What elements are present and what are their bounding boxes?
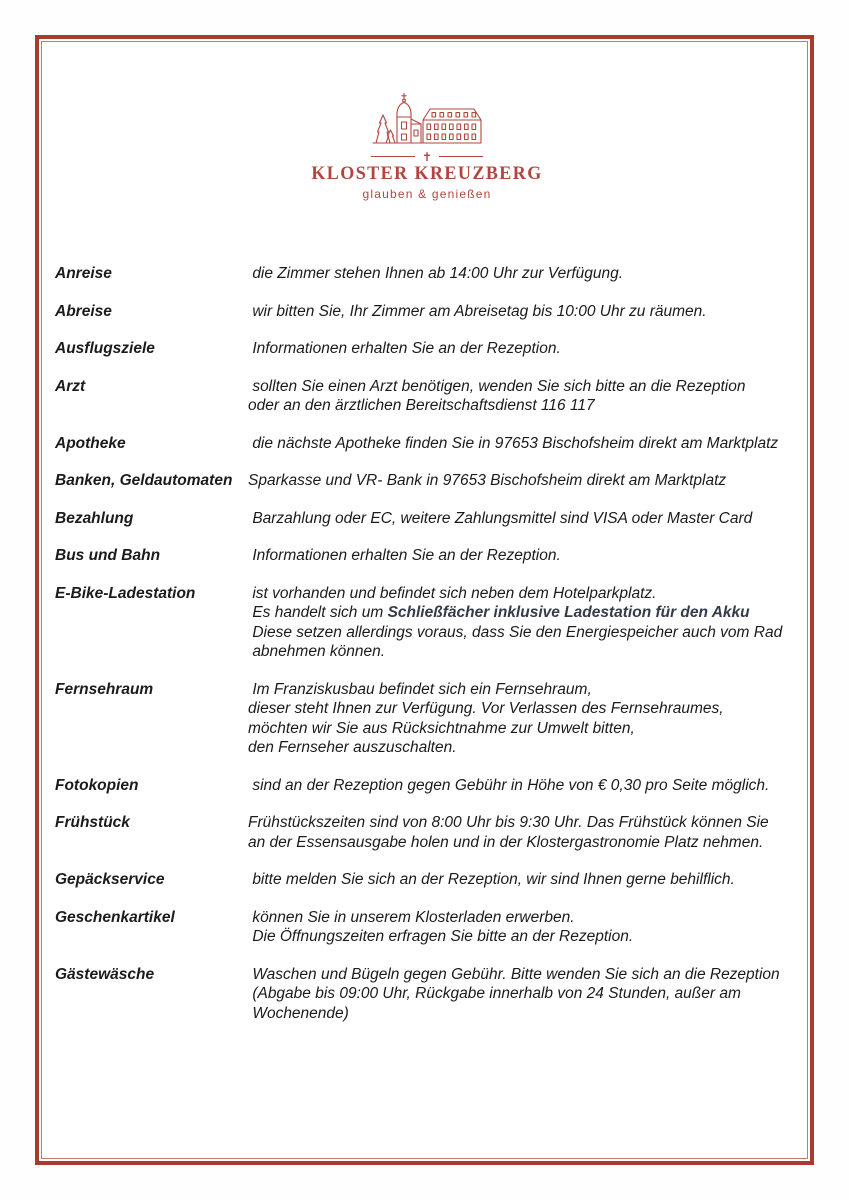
info-entry	[55, 584, 799, 662]
description-line	[248, 776, 795, 796]
description-line	[248, 396, 795, 416]
hotel-logo	[55, 90, 799, 202]
description-line	[248, 680, 795, 700]
description-text: Sparkasse und VR- Bank in 97653 Bischofsheim direkt am Marktplatz	[248, 472, 727, 489]
description-text: Informationen erhalten Sie an der Rezeption.	[248, 340, 561, 357]
description-text: Die Öffnungszeiten erfragen Sie bitte an der Rezeption.	[248, 928, 634, 945]
info-entry	[55, 264, 799, 284]
description-text: Diese setzen allerdings voraus, dass Sie den Energiespeicher auch vom Rad	[248, 623, 783, 641]
description-line	[248, 603, 795, 623]
description-text: die Zimmer stehen Ihnen ab 14:00 Uhr zur Verfügung.	[248, 265, 624, 282]
logo-divider	[371, 150, 483, 163]
info-entry	[55, 339, 799, 359]
description-line	[248, 965, 795, 985]
description-line	[248, 584, 795, 604]
info-entry	[55, 870, 799, 890]
description-text: ist vorhanden und befindet sich neben dem Hotelparkplatz.	[248, 584, 657, 602]
info-term: Geschenkartikel	[55, 908, 175, 926]
info-description	[248, 377, 799, 416]
info-description	[248, 680, 799, 758]
info-term: E-Bike-Ladestation	[55, 584, 196, 602]
info-entry	[55, 302, 799, 322]
info-description	[248, 509, 799, 529]
info-entry	[55, 546, 799, 566]
info-description	[248, 302, 799, 322]
info-term: Bezahlung	[55, 509, 134, 527]
description-text: wir bitten Sie, Ihr Zimmer am Abreisetag bis 10:00 Uhr zu räumen.	[248, 302, 707, 320]
description-line	[248, 927, 795, 947]
info-description	[248, 264, 799, 284]
description-text: die nächste Apotheke finden Sie in 97653 Bischofsheim direkt am Marktplatz	[248, 434, 779, 452]
description-text: Frühstückszeiten sind von 8:00 Uhr bis 9:30 Uhr. Das Frühstück können Sie	[248, 814, 769, 831]
info-term: Gästewäsche	[55, 965, 155, 983]
info-description	[248, 908, 799, 947]
info-term: Banken, Geldautomaten	[55, 472, 233, 489]
description-text: Wochenende)	[248, 1004, 349, 1022]
info-entry	[55, 377, 799, 416]
description-text: oder an den ärztlichen Bereitschaftsdienst 116 117	[248, 397, 595, 414]
description-text: möchten wir Sie aus Rücksichtnahme zur Umwelt bitten,	[248, 719, 635, 737]
info-entry	[55, 434, 799, 454]
info-term: Anreise	[55, 265, 112, 282]
info-description	[248, 546, 799, 566]
description-text: dieser steht Ihnen zur Verfügung. Vor Verlassen des Fernsehraumes,	[248, 700, 724, 717]
info-term: Frühstück	[55, 814, 130, 831]
description-line	[248, 1004, 795, 1024]
info-description	[248, 434, 799, 454]
info-entry	[55, 471, 799, 491]
description-text: Informationen erhalten Sie an der Rezeption.	[248, 547, 561, 564]
divider-line-right	[439, 156, 483, 158]
description-text: (Abgabe bis 09:00 Uhr, Rückgabe innerhalb von 24 Stunden, außer am	[248, 985, 741, 1002]
info-description	[248, 776, 799, 796]
description-line	[248, 471, 795, 491]
description-line	[248, 738, 795, 758]
page-border-frame	[35, 35, 814, 1165]
description-line	[248, 302, 795, 322]
description-line	[248, 642, 795, 662]
info-entry	[55, 965, 799, 1024]
info-term: Fotokopien	[55, 776, 139, 794]
info-description	[248, 870, 799, 890]
description-text: können Sie in unserem Klosterladen erwerben.	[248, 908, 575, 926]
description-line	[248, 509, 795, 529]
description-line	[248, 908, 795, 928]
description-line	[248, 623, 795, 643]
logo-title: KLOSTER KREUZBERG	[311, 163, 543, 184]
info-term: Abreise	[55, 302, 112, 320]
info-list	[55, 264, 799, 1023]
description-line	[248, 699, 795, 719]
description-text: den Fernseher auszuschalten.	[248, 739, 457, 756]
info-description	[248, 339, 799, 359]
info-term: Apotheke	[55, 434, 126, 452]
info-entry	[55, 680, 799, 758]
description-text: abnehmen können.	[248, 643, 386, 660]
info-entry	[55, 776, 799, 796]
logo-tagline: glauben & genießen	[362, 187, 492, 201]
info-term: Fernsehraum	[55, 680, 154, 698]
description-line	[248, 833, 795, 853]
info-description	[248, 813, 799, 852]
description-text: Barzahlung oder EC, weitere Zahlungsmittel sind VISA oder Master Card	[248, 509, 753, 527]
info-entry	[55, 509, 799, 529]
description-text: sind an der Rezeption gegen Gebühr in Höhe von € 0,30 pro Seite möglich.	[248, 776, 770, 794]
description-text: Waschen und Bügeln gegen Gebühr. Bitte wenden Sie sich an die Rezeption	[248, 965, 780, 983]
cross-icon: ✝	[421, 149, 433, 164]
info-entry	[55, 813, 799, 852]
description-line	[248, 719, 795, 739]
description-line	[248, 546, 795, 566]
description-text: sollten Sie einen Arzt benötigen, wenden Sie sich bitte an die Rezeption	[248, 377, 746, 395]
divider-line-left	[371, 156, 415, 158]
description-line	[248, 377, 795, 397]
page-border-inner-line	[41, 41, 808, 1159]
description-line	[248, 870, 795, 890]
info-entry	[55, 908, 799, 947]
info-term: Ausflugsziele	[55, 340, 155, 357]
info-description	[248, 584, 799, 662]
info-description	[248, 471, 799, 491]
description-text: Es handelt sich um	[248, 604, 388, 621]
description-text: Im Franziskusbau befindet sich ein Fernsehraum,	[248, 680, 592, 698]
description-line	[248, 984, 795, 1004]
description-text: bitte melden Sie sich an der Rezeption, wir sind Ihnen gerne behilflich.	[248, 871, 735, 888]
description-line	[248, 264, 795, 284]
description-line	[248, 813, 795, 833]
monastery-illustration	[371, 90, 483, 148]
info-term: Arzt	[55, 377, 86, 395]
info-description	[248, 965, 799, 1024]
info-term: Gepäckservice	[55, 871, 165, 888]
description-line	[248, 339, 795, 359]
description-text: an der Essensausgabe holen und in der Klostergastronomie Platz nehmen.	[248, 833, 764, 851]
info-term: Bus und Bahn	[55, 547, 161, 564]
description-line	[248, 434, 795, 454]
highlighted-text: Schließfächer inklusive Ladestation für den Akku	[387, 604, 750, 621]
